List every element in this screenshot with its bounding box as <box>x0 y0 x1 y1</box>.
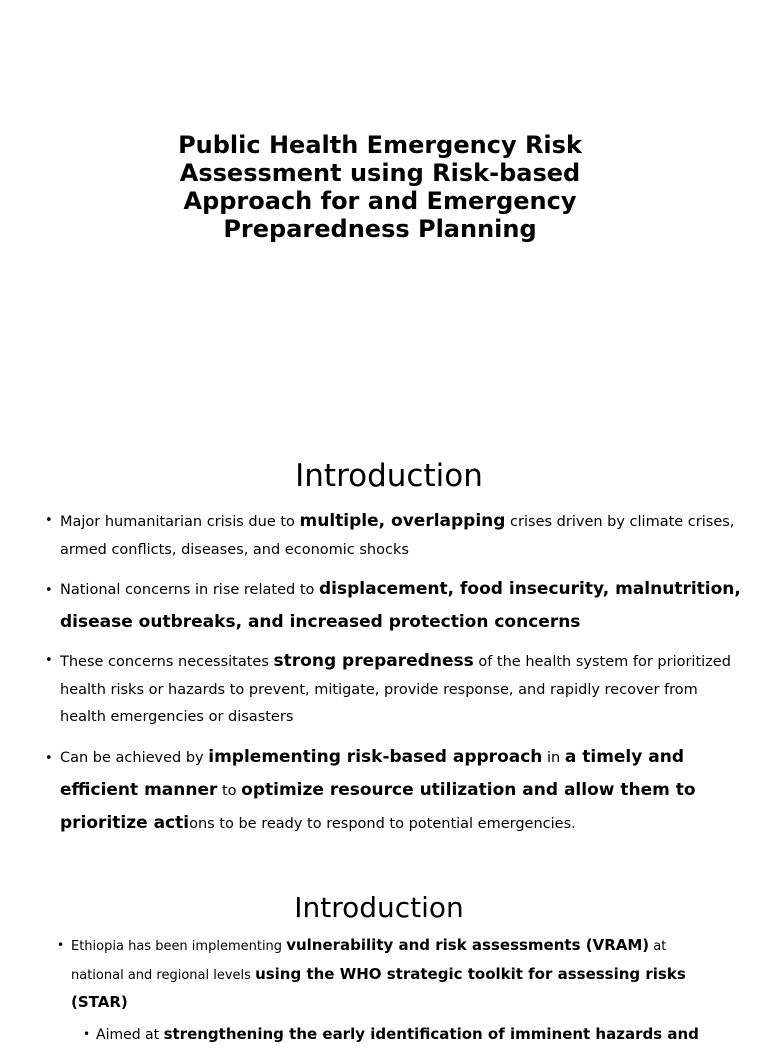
section-heading: Introduction <box>0 889 758 927</box>
list-item: • National concerns in rise related to displacement, food insecurity, malnutrition, disease outbreaks, and increased protection concerns <box>0 573 745 638</box>
list-item: • Ethiopia has been implementing vulnerability and risk assessments (VRAM) at national and regional levels using the WHO strategic toolkit for assessing risks (STAR) <box>0 932 720 1016</box>
bullet-icon: • <box>45 508 53 535</box>
bullet-icon: • <box>45 575 53 606</box>
section-heading: Introduction <box>0 457 768 495</box>
bullet-list <box>0 508 745 850</box>
list-item: • Aimed at strengthening the early identification of imminent hazards and <box>0 1021 720 1048</box>
bullet-icon: • <box>57 932 64 959</box>
title-line: Assessment using Risk-based <box>130 159 630 187</box>
bullet-icon: • <box>45 743 53 774</box>
document-title <box>130 131 630 243</box>
title-line: Preparedness Planning <box>130 215 630 243</box>
bullet-list <box>0 932 720 1048</box>
title-line: Approach for and Emergency <box>130 187 630 215</box>
bullet-icon: • <box>45 648 53 675</box>
list-item: • Can be achieved by implementing risk-based approach in a timely and efficient manner to optimize resource utilization and allow them to prioritize actions to be ready to respond to potential emergencies. <box>0 741 745 840</box>
title-slide <box>0 0 768 430</box>
bullet-icon: • <box>83 1021 90 1048</box>
title-line: Public Health Emergency Risk <box>130 131 630 159</box>
list-item: • Major humanitarian crisis due to multiple, overlapping crises driven by climate crises, armed conflicts, diseases, and economic shocks <box>0 508 745 563</box>
list-item: • These concerns necessitates strong preparedness of the health system for prioritized health risks or hazards to prevent, mitigate, provide response, and rapidly recover from health emergencies or disasters <box>0 648 745 731</box>
